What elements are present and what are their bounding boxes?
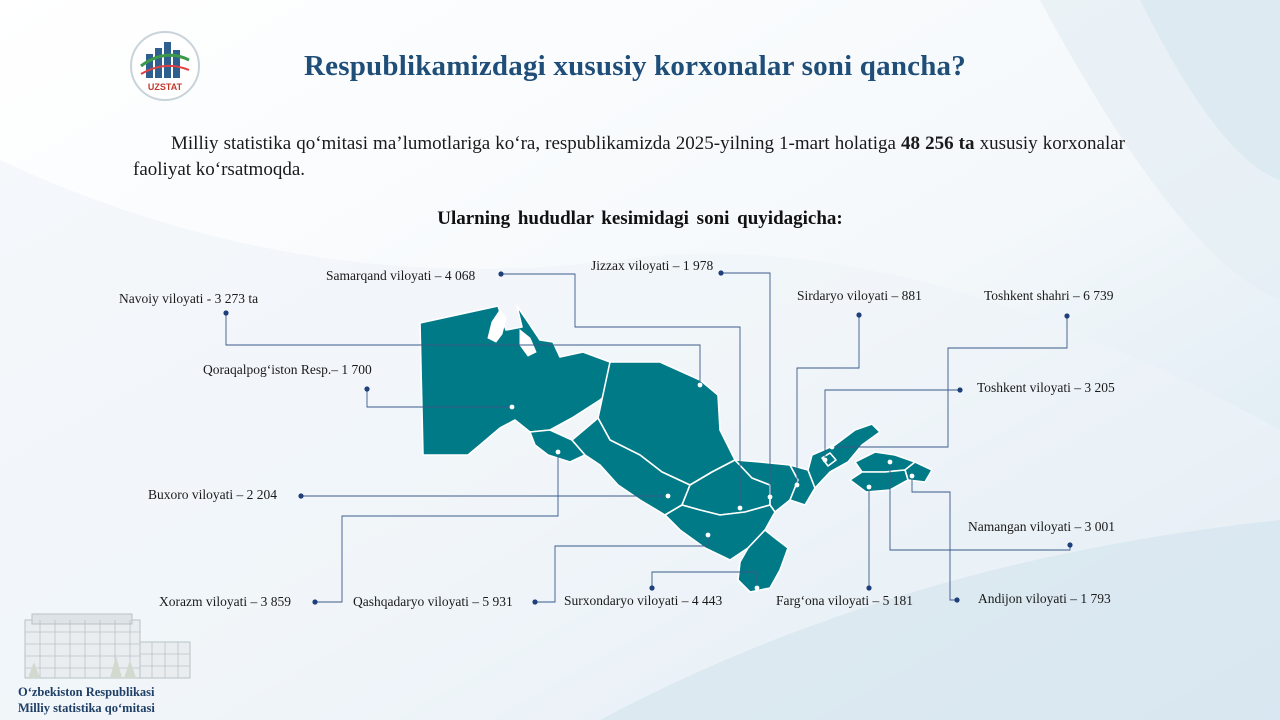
- region-dot-toshkent-viloyati: [823, 458, 828, 463]
- region-dot-navoiy: [698, 383, 703, 388]
- label-dot-andijon: [954, 597, 959, 602]
- region-dot-namangan: [888, 460, 893, 465]
- label-jizzax: Jizzax viloyati – 1 978: [591, 258, 714, 273]
- label-namangan: Namangan viloyati – 3 001: [968, 519, 1115, 534]
- region-dot-jizzax: [768, 495, 773, 500]
- label-dot-qashqadaryo: [532, 599, 537, 604]
- label-samarqand: Samarqand viloyati – 4 068: [326, 268, 476, 283]
- label-toshkent-viloyati: Toshkent viloyati – 3 205: [977, 380, 1115, 395]
- label-dot-buxoro: [298, 493, 303, 498]
- leader-line-andijon: [912, 476, 957, 600]
- label-dot-navoiy: [223, 310, 228, 315]
- label-xorazm: Xorazm viloyati – 3 859: [159, 594, 291, 609]
- label-buxoro: Buxoro viloyati – 2 204: [148, 487, 277, 502]
- region-dot-buxoro: [666, 494, 671, 499]
- leader-line-qashqadaryo: [535, 535, 708, 602]
- region-dot-qoraqalpogiston: [510, 405, 515, 410]
- region-dot-samarqand: [738, 506, 743, 511]
- label-dot-qoraqalpogiston: [364, 386, 369, 391]
- label-sirdaryo: Sirdaryo viloyati – 881: [797, 288, 922, 303]
- label-dot-toshkent-viloyati: [957, 387, 962, 392]
- label-andijon: Andijon viloyati – 1 793: [978, 591, 1111, 606]
- label-dot-toshkent-shahri: [1064, 313, 1069, 318]
- label-navoiy: Navoiy viloyati - 3 273 ta: [119, 291, 259, 306]
- page-title: Respublikamizdagi xususiy korxonalar soni qancha?: [304, 50, 966, 82]
- label-dot-namangan: [1067, 542, 1072, 547]
- label-qashqadaryo: Qashqadaryo viloyati – 5 931: [353, 594, 513, 609]
- map-regions: [420, 306, 932, 592]
- leader-line-xorazm: [315, 452, 558, 602]
- footer-organization: [18, 684, 155, 716]
- label-dot-jizzax: [718, 270, 723, 275]
- label-dot-fargona: [866, 585, 871, 590]
- region-dot-surxondaryo: [755, 586, 760, 591]
- region-dot-toshkent-shahri: [830, 445, 835, 450]
- region-fargona: [850, 470, 908, 492]
- label-dot-samarqand: [498, 271, 503, 276]
- label-dot-sirdaryo: [856, 312, 861, 317]
- label-dot-surxondaryo: [649, 585, 654, 590]
- region-dot-xorazm: [556, 450, 561, 455]
- label-dot-xorazm: [312, 599, 317, 604]
- intro-highlight: 48 256 ta: [901, 133, 975, 154]
- logo-text: UZSTAT: [147, 82, 183, 92]
- footer-line2: Milliy statistika qo‘mitasi: [18, 701, 155, 715]
- label-surxondaryo: Surxondaryo viloyati – 4 443: [564, 593, 723, 608]
- intro-text-after: xususiy korxonalar faoliyat ko‘rsatmoqda.: [133, 133, 1126, 180]
- label-toshkent-shahri: Toshkent shahri – 6 739: [984, 288, 1114, 303]
- label-fargona: Farg‘ona viloyati – 5 181: [776, 593, 913, 608]
- region-dot-sirdaryo: [795, 483, 800, 488]
- intro-text-before: Milliy statistika qo‘mitasi ma’lumotlariga ko‘ra, respublikamizda 2025-yilning 1-mart holatiga: [171, 133, 902, 154]
- map-subtitle: Ularning hududlar kesimidagi soni quyidagicha:: [437, 208, 843, 229]
- footer-line1: O‘zbekiston Respublikasi: [18, 685, 155, 699]
- label-qoraqalpogiston: Qoraqalpog‘iston Resp.– 1 700: [203, 362, 372, 377]
- region-dot-andijon: [910, 474, 915, 479]
- building-illustration: [20, 612, 195, 684]
- region-dot-fargona: [867, 485, 872, 490]
- region-dot-qashqadaryo: [706, 533, 711, 538]
